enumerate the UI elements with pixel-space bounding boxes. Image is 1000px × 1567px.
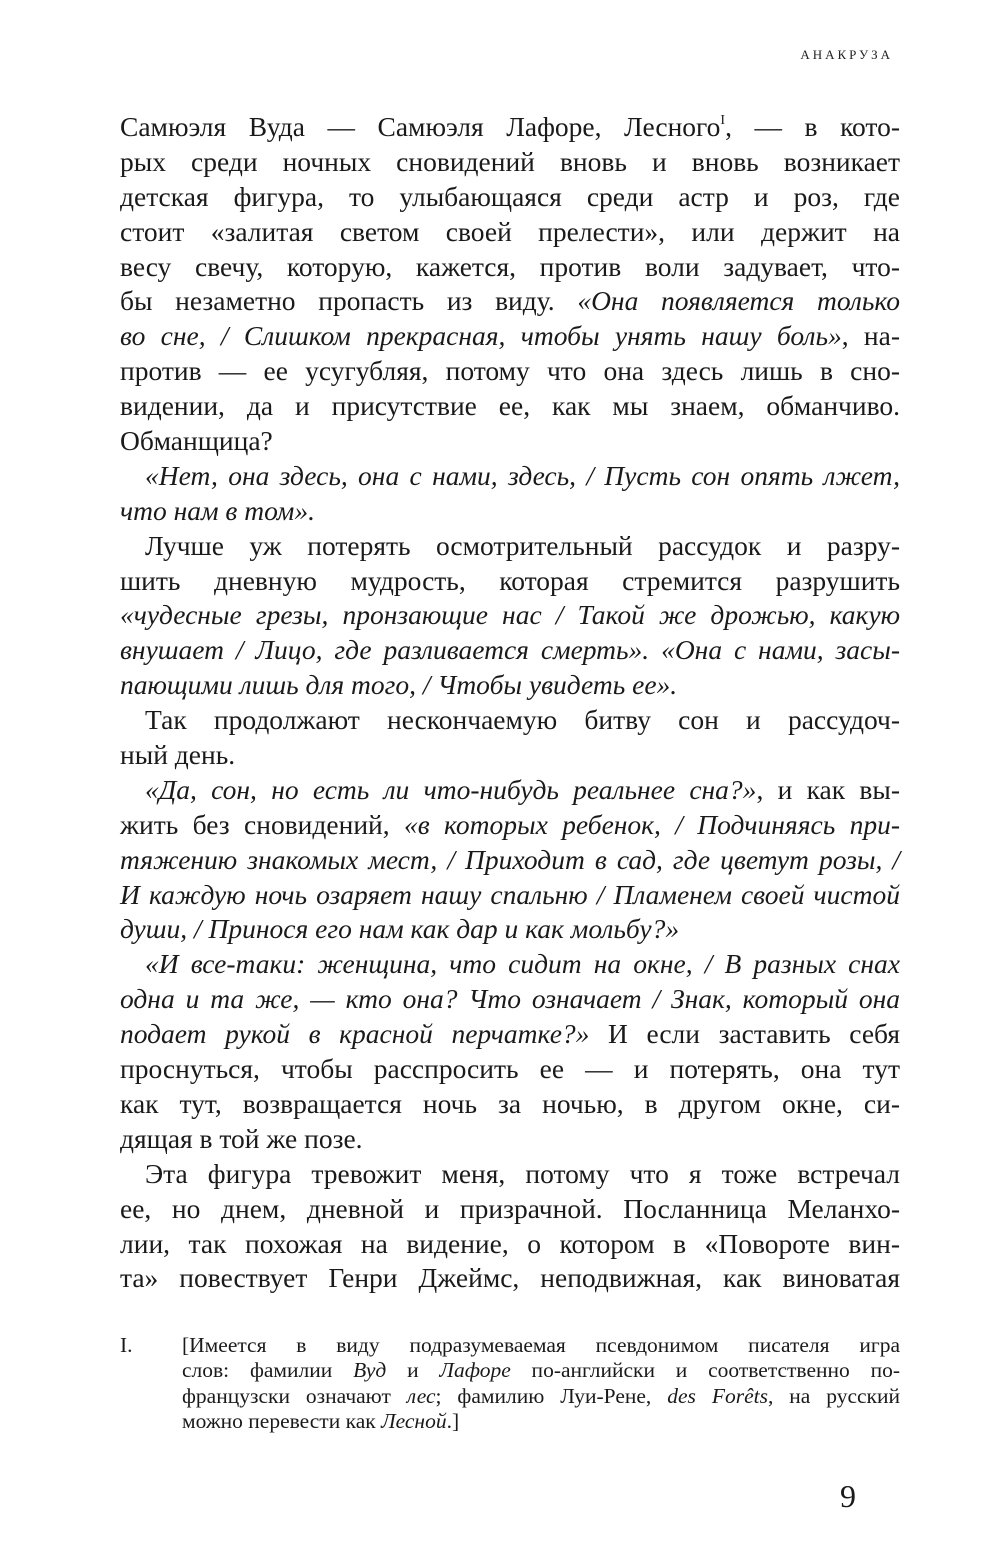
text-run: , на- bbox=[841, 320, 900, 352]
text-run: как тут, возвращается ночь за ночью, в другом окне, си- bbox=[120, 1087, 900, 1119]
text-line bbox=[120, 808, 900, 843]
text-run: И если заставить себя bbox=[589, 1018, 900, 1050]
italic-quote: «чудесные грезы, пронзающие нас / Такой же дрожью, какую bbox=[120, 599, 900, 631]
italic-quote: души, / Принося его нам как дар и как мольбу?» bbox=[120, 913, 680, 945]
text-run: шить дневную мудрость, которая стремится разрушить bbox=[120, 564, 900, 596]
text-line bbox=[120, 843, 900, 878]
italic-quote: что нам в том». bbox=[120, 494, 315, 526]
text-line bbox=[120, 389, 900, 424]
text-line bbox=[120, 180, 900, 215]
text-run: жить без сновидений, bbox=[120, 808, 404, 840]
text-run: ее, но днем, дневной и призрачной. Посланница Меланхо- bbox=[120, 1192, 900, 1224]
text-run: , — в кото- bbox=[725, 111, 900, 142]
italic-quote: «Она появляется только bbox=[577, 285, 900, 317]
text-line bbox=[120, 529, 900, 564]
italic-quote: Вуд bbox=[353, 1358, 387, 1383]
text-line bbox=[120, 668, 900, 703]
text-line bbox=[120, 1227, 900, 1262]
text-run: стоит «залитая светом своей прелести», или держит на bbox=[120, 215, 900, 247]
footnote-line bbox=[182, 1358, 900, 1383]
text-run: лии, так похожая на видение, о котором в «Повороте вин- bbox=[120, 1227, 900, 1259]
italic-quote: пающими лишь для того, / Чтобы увидеть ее». bbox=[120, 669, 678, 701]
text-line bbox=[120, 354, 900, 389]
text-line bbox=[120, 633, 900, 668]
text-line bbox=[120, 284, 900, 319]
italic-quote: Лафоре bbox=[439, 1358, 511, 1383]
footnote-number: I. bbox=[120, 1333, 133, 1357]
text-run: против — ее усугубляя, потому что она здесь лишь в сно- bbox=[120, 355, 900, 387]
text-line bbox=[120, 110, 900, 145]
text-run: .] bbox=[446, 1408, 460, 1433]
text-run: по-английски и соответственно по- bbox=[510, 1358, 900, 1383]
text-line bbox=[120, 982, 900, 1017]
text-run: Так продолжают нескончаемую битву сон и рассудоч- bbox=[145, 704, 900, 736]
italic-quote: подает рукой в красной перчатке?» bbox=[120, 1018, 590, 1050]
text-run: ный день. bbox=[120, 739, 236, 771]
text-line bbox=[120, 912, 900, 947]
text-run: и bbox=[386, 1358, 440, 1383]
italic-quote: «в которых ребенок, / Подчиняясь при- bbox=[403, 808, 900, 840]
text-line bbox=[120, 703, 900, 738]
text-line bbox=[120, 1261, 900, 1296]
footnote-ref: I bbox=[720, 113, 726, 128]
text-line bbox=[120, 773, 900, 808]
text-line bbox=[120, 319, 900, 354]
footnote-line bbox=[182, 1333, 900, 1358]
text-run: можно перевести как bbox=[182, 1408, 382, 1433]
italic-quote: des Forêts bbox=[667, 1383, 768, 1408]
text-run: [Имеется в виду подразумеваемая псевдонимом писателя игра bbox=[182, 1333, 900, 1357]
text-run: видении, да и присутствие ее, как мы знаем, обманчиво. bbox=[120, 390, 900, 422]
text-line bbox=[120, 1017, 900, 1052]
italic-quote: «И все-таки: женщина, что сидит на окне, / В разных снах bbox=[145, 948, 900, 980]
italic-quote: И каждую ночь озаряет нашу спальню / Пламенем своей чистой bbox=[120, 878, 900, 910]
italic-quote: лес bbox=[406, 1383, 436, 1408]
footnote-line bbox=[182, 1384, 900, 1409]
footnote bbox=[120, 1333, 900, 1434]
footnote-line bbox=[182, 1409, 900, 1434]
text-run: ; фамилию Луи-Рене, bbox=[435, 1383, 668, 1408]
text-run: , на русский bbox=[767, 1383, 900, 1408]
text-line bbox=[120, 1192, 900, 1227]
text-run: слов: фамилии bbox=[182, 1358, 354, 1383]
text-run: бы незаметно пропасть из виду. bbox=[120, 285, 578, 317]
text-run: та» повествует Генри Джеймс, неподвижная, как виноватая bbox=[120, 1262, 900, 1294]
text-line bbox=[120, 1157, 900, 1192]
italic-quote: во сне, / Слишком прекрасная, чтобы унять нашу боль» bbox=[120, 320, 842, 352]
text-run: Лучше уж потерять осмотрительный рассудок и разру- bbox=[145, 529, 900, 561]
text-line bbox=[120, 145, 900, 180]
text-line bbox=[120, 598, 900, 633]
italic-quote: внушает / Лицо, где разливается смерть». «Она с нами, засы- bbox=[120, 634, 900, 666]
italic-quote: одна и та же, — кто она? Что означает / Знак, который она bbox=[120, 983, 900, 1015]
italic-quote: Лесной bbox=[381, 1408, 447, 1433]
text-line bbox=[120, 215, 900, 250]
text-run: , и как вы- bbox=[756, 773, 900, 805]
running-head: АНАКРУЗА bbox=[800, 47, 893, 62]
text-line bbox=[120, 564, 900, 599]
text-line bbox=[120, 494, 900, 529]
text-run: проснуться, чтобы расспросить ее — и потерять, она тут bbox=[120, 1053, 900, 1085]
text-run: Обманщица? bbox=[120, 425, 273, 457]
text-line bbox=[120, 947, 900, 982]
text-run: весу свечу, которую, кажется, против воли задувает, что- bbox=[120, 250, 900, 282]
footnote-text bbox=[182, 1333, 900, 1434]
italic-quote: тяжению знакомых мест, / Приходит в сад, где цветут розы, / bbox=[120, 843, 900, 875]
text-line bbox=[120, 250, 900, 285]
text-line bbox=[120, 738, 900, 773]
italic-quote: «Нет, она здесь, она с нами, здесь, / Пусть сон опять лжет, bbox=[145, 459, 900, 491]
text-run: французски означают bbox=[182, 1383, 407, 1408]
text-line bbox=[120, 878, 900, 913]
text-line bbox=[120, 1052, 900, 1087]
text-line bbox=[120, 1122, 900, 1157]
text-line bbox=[120, 424, 900, 459]
text-run: дящая в той же позе. bbox=[120, 1122, 363, 1154]
page-number: 9 bbox=[840, 1478, 856, 1514]
text-line bbox=[120, 1087, 900, 1122]
text-run: Самюэля Вуда — Самюэля Лафоре, Лесного bbox=[120, 111, 721, 142]
text-line bbox=[120, 459, 900, 494]
body-text bbox=[120, 110, 900, 1296]
italic-quote: «Да, сон, но есть ли что-нибудь реальнее сна?» bbox=[145, 773, 757, 805]
text-run: Эта фигура тревожит меня, потому что я тоже встречал bbox=[145, 1157, 900, 1189]
text-run: рых среди ночных сновидений вновь и вновь возникает bbox=[120, 145, 900, 177]
text-run: детская фигура, то улыбающаяся среди астр и роз, где bbox=[120, 180, 900, 212]
